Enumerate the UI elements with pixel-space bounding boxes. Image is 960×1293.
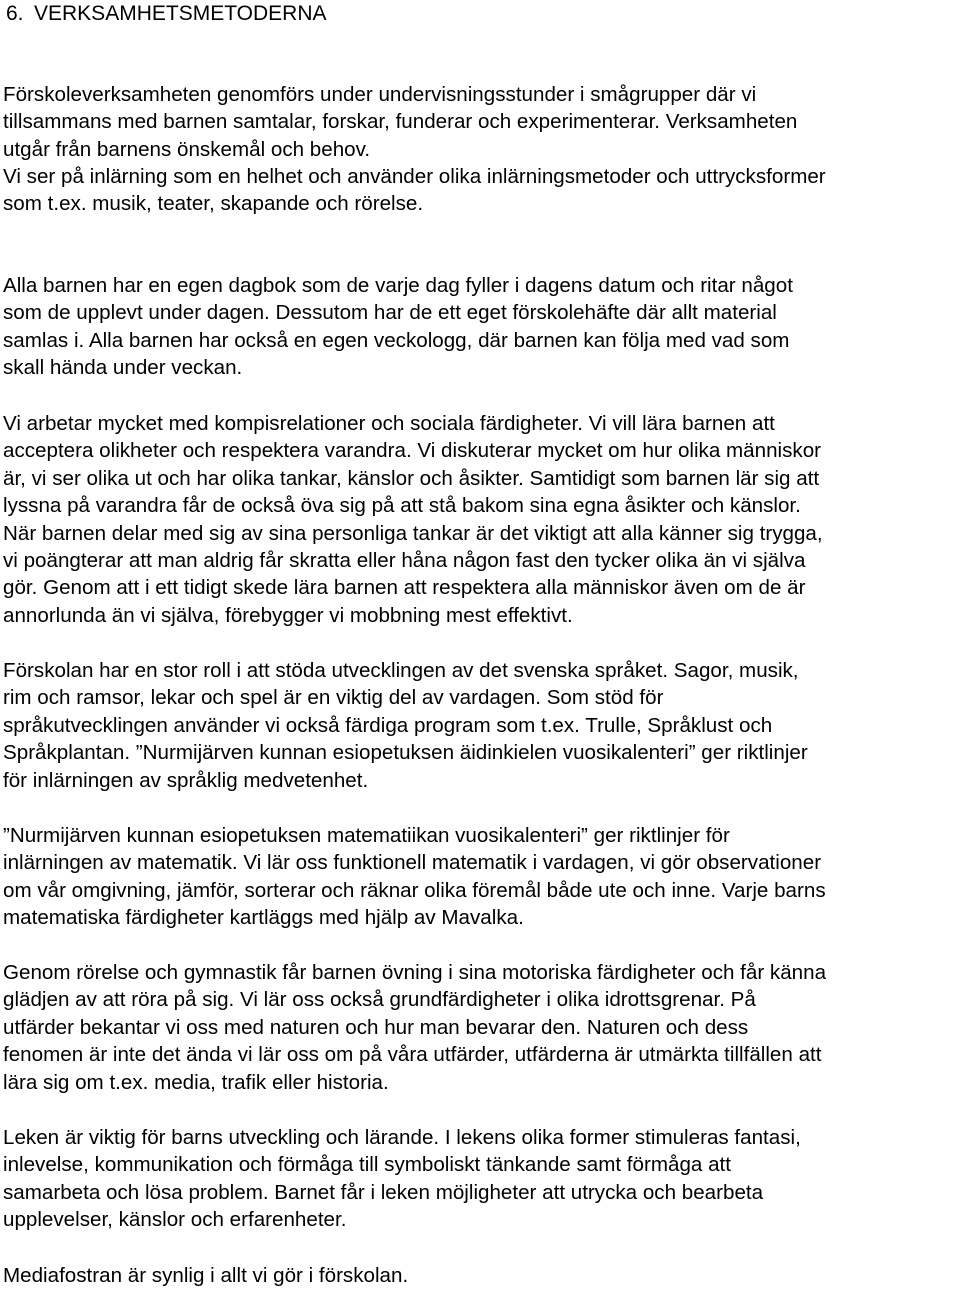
text-line: samlas i. Alla barnen har också en egen veckologg, där barnen kan följa med vad som — [3, 328, 790, 352]
text-line: acceptera olikheter och respektera varandra. Vi diskuterar mycket om hur olika människor — [3, 439, 822, 463]
section-heading — [6, 0, 327, 27]
text-line: Förskolan har en stor roll i att stöda utvecklingen av det svenska språket. Sagor, musik, — [3, 659, 799, 682]
section-title: VERKSAMHETSMETODERNA — [34, 2, 327, 25]
text-line: inlärningen av matematik. Vi lär oss funktionell matematik i vardagen, vi gör observationer — [3, 851, 822, 875]
text-line: utfärder bekantar vi oss med naturen och hur man bevarar den. Naturen och dess — [3, 1015, 749, 1039]
text-line: vi poängterar att man aldrig får skratta eller håna någon fast den tycker olika än vi själva — [3, 549, 806, 573]
text-line: lära sig om t.ex. media, trafik eller historia. — [3, 1070, 389, 1094]
text-line: matematiska färdigheter kartläggs med hjälp av Mavalka. — [3, 906, 524, 930]
text-line: rim och ramsor, lekar och spel är en viktig del av vardagen. Som stöd för — [3, 686, 664, 710]
text-line: skall hända under veckan. — [3, 356, 243, 380]
text-line: Språkplantan. ”Nurmijärven kunnan esiopetuksen äidinkielen vuosikalenteri” ger riktlinjer — [3, 741, 808, 765]
paragraph-media — [3, 1262, 959, 1289]
text-line: annorlunda än vi själva, förebygger vi mobbning mest effektivt. — [3, 603, 573, 627]
paragraph-social-skills — [3, 410, 959, 629]
paragraph-mathematics — [3, 822, 959, 932]
text-line: är, vi ser olika ut och har olika tankar, känslor och åsikter. Samtidigt som barnen lär sig att — [3, 466, 820, 490]
paragraph-learning-methods — [3, 163, 959, 218]
text-line: som t.ex. musik, teater, skapande och rörelse. — [3, 192, 424, 216]
paragraph-movement — [3, 959, 959, 1096]
text-line: tillsammans med barnen samtalar, forskar, funderar och experimenterar. Verksamheten — [3, 110, 798, 134]
text-line: fenomen är inte det ända vi lär oss om på våra utfärder, utfärderna är utmärkta tillfällen att — [3, 1043, 822, 1067]
paragraph-play — [3, 1124, 959, 1234]
text-line: gör. Genom att i ett tidigt skede lära barnen att respektera alla människor även om de är — [3, 576, 806, 600]
text-line: lyssna på varandra får de också öva sig på att stå bakom sina egna åsikter och känslor. — [3, 494, 801, 518]
text-line: samarbeta och lösa problem. Barnet får i leken möjligheter att utrycka och bearbeta — [3, 1180, 764, 1204]
section-number: 6. — [6, 2, 24, 25]
text-line: ”Nurmijärven kunnan esiopetuksen matematiikan vuosikalenteri” ger riktlinjer för — [3, 824, 730, 847]
text-line: utgår från barnens önskemål och behov. — [3, 137, 371, 161]
text-line: Vi ser på inlärning som en helhet och använder olika inlärningsmetoder och uttrycksformer — [3, 165, 826, 188]
text-line: Alla barnen har en egen dagbok som de varje dag fyller i dagens datum och ritar något — [3, 274, 793, 297]
text-line: språkutvecklingen använder vi också färdiga program som t.ex. Trulle, Språklust och — [3, 713, 773, 737]
text-line: Leken är viktig för barns utveckling och lärande. I lekens olika former stimuleras fantasi, — [3, 1126, 801, 1149]
text-line: om vår omgivning, jämför, sorterar och räknar olika föremål både ute och inne. Varje barns — [3, 878, 826, 902]
text-line: för inlärningen av språklig medvetenhet. — [3, 768, 369, 792]
text-line: som de upplevt under dagen. Dessutom har de ett eget förskolehäfte där allt material — [3, 301, 777, 325]
text-line: Mediafostran är synlig i allt vi gör i förskolan. — [3, 1264, 409, 1287]
text-line: Förskoleverksamheten genomförs under undervisningsstunder i smågrupper där vi — [3, 83, 757, 106]
paragraph-language — [3, 657, 959, 794]
paragraph-intro — [3, 81, 959, 163]
text-line: inlevelse, kommunikation och förmåga till symboliskt tänkande samt förmåga att — [3, 1153, 731, 1177]
text-line: Genom rörelse och gymnastik får barnen övning i sina motoriska färdigheter och får känna — [3, 961, 827, 984]
text-line: När barnen delar med sig av sina personliga tankar är det viktigt att alla känner sig trygga, — [3, 521, 823, 545]
text-line: glädjen av att röra på sig. Vi lär oss också grundfärdigheter i olika idrottsgrenar. På — [3, 988, 756, 1012]
paragraph-diary — [3, 272, 959, 382]
text-line: Vi arbetar mycket med kompisrelationer och sociala färdigheter. Vi vill lära barnen att — [3, 412, 775, 435]
text-line: upplevelser, känslor och erfarenheter. — [3, 1208, 347, 1232]
